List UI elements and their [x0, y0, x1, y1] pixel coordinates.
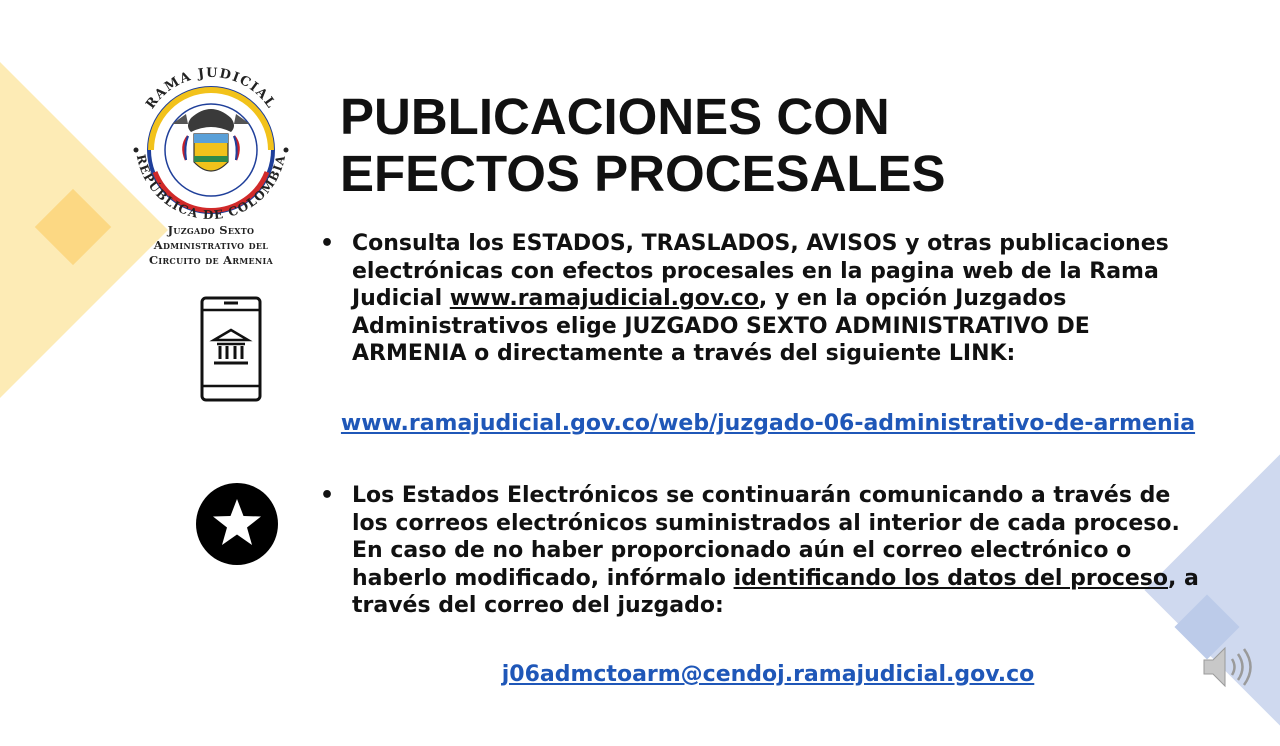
seal-arc-top-text: RAMA JUDICIAL [143, 65, 279, 112]
title-line: PUBLICACIONES CON [340, 88, 890, 145]
seal-arc-bottom-text: REPÚBLICA DE COLOMBIA [133, 152, 289, 223]
bullet-marker: • [320, 483, 335, 508]
speaker-icon[interactable] [1198, 638, 1256, 696]
court-name-line: Administrativo del [153, 238, 269, 252]
slide-title [340, 88, 946, 202]
bullet-text-part: Consulta los ESTADOS, TRASLADOS, AVISOS y otras publicaciones electrónicas con efectos procesales en la pagina web de la Rama Judicial [352, 231, 1169, 311]
title-line: EFECTOS PROCESALES [340, 145, 946, 202]
star-circle-icon [195, 482, 279, 566]
bullet-text-part: , a través del correo del juzgado: [352, 565, 1199, 618]
court-name-caption [118, 223, 304, 268]
juzgado-web-link[interactable]: www.ramajudicial.gov.co/web/juzgado-06-administrativo-de-armenia [340, 411, 1196, 436]
court-name-line: Juzgado Sexto [167, 223, 255, 237]
bullet-marker: • [320, 231, 335, 256]
bullet-text [352, 230, 1200, 368]
rama-judicial-url[interactable]: www.ramajudicial.gov.co [449, 286, 759, 311]
bullet-consulta [320, 230, 1200, 368]
juzgado-email-link[interactable]: j06admctoarm@cendoj.ramajudicial.gov.co [501, 662, 1035, 687]
court-name-line: Circuito de Armenia [148, 253, 274, 267]
mobile-bank-icon [200, 296, 262, 402]
bullet-text-part: , y en la opción Juzgados Administrativos elige JUZGADO SEXTO ADMINISTRATIVO DE ARMENIA o directamente a través del siguiente LINK: [352, 286, 1090, 366]
underlined-phrase: identificando los datos del proceso [733, 565, 1169, 591]
bullet-estados [320, 482, 1200, 620]
bullet-text [352, 482, 1200, 620]
bullet-text-part: Los Estados Electrónicos se continuarán comunicando a través de los correos electrónicos suministrados al interior de cada proceso. En caso de no haber proporcionado aún el correo electrónico o haberlo modificado, infórmalo [352, 483, 1180, 591]
